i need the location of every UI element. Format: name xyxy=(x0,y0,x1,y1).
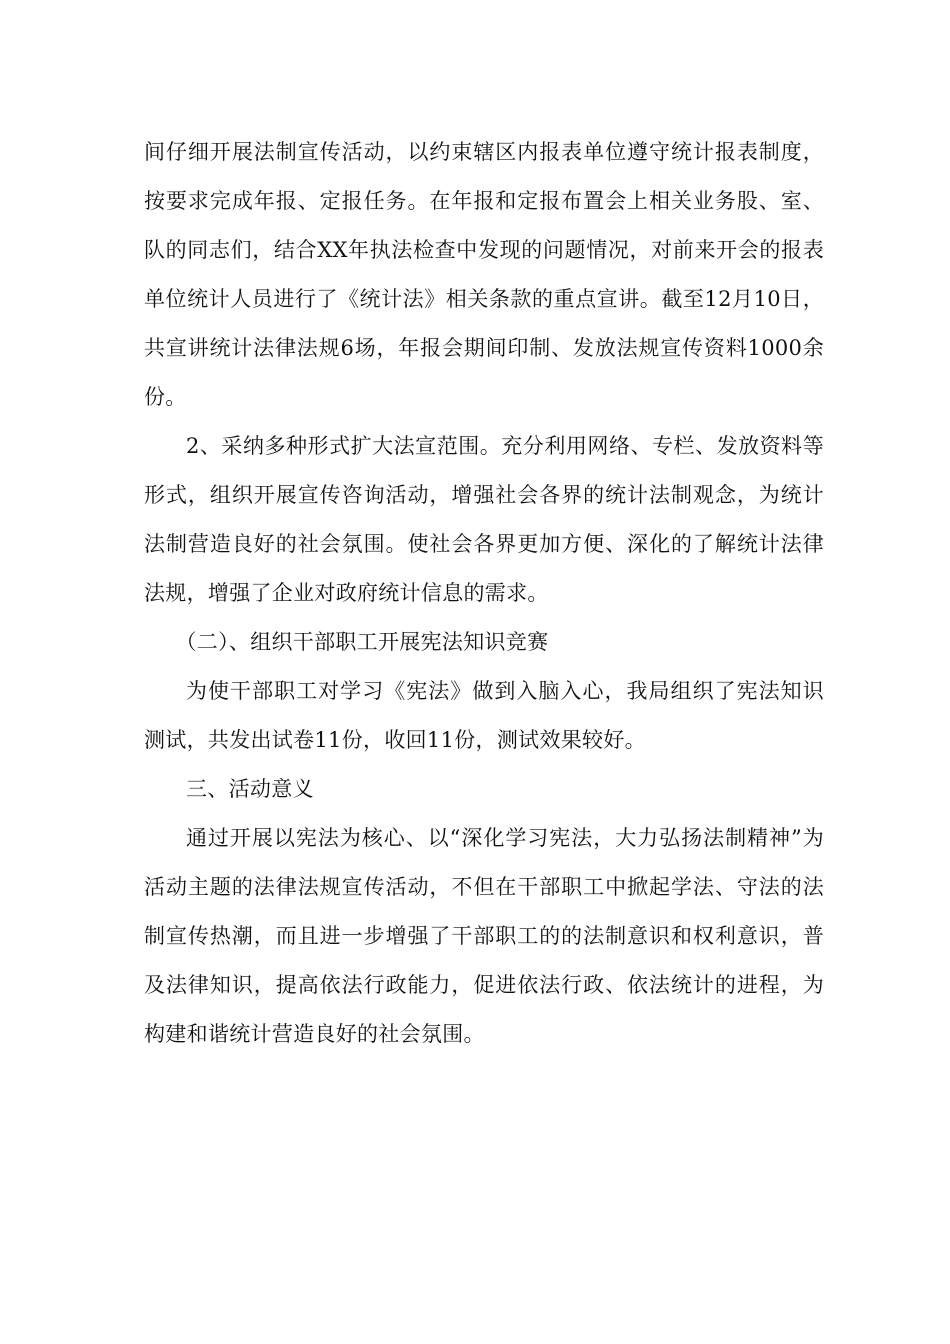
paragraph-quiz-details: 为使干部职工对学习《宪法》做到入脑入心，我局组织了宪法知识测试，共发出试卷11份，收回11份，测试效果较好。 xyxy=(144,679,824,752)
section-heading-significance: 三、活动意义 xyxy=(186,777,314,801)
paragraph-significance: 通过开展以宪法为核心、以“深化学习宪法，大力弘扬法制精神”为活动主题的法律法规宣传活动，不但在干部职工中掀起学法、守法的法制宣传热潮，而且进一步增强了干部职工的的法制意识和权利意识，普及法律知识，提高依法行政能力，促进依法行政、依法统计的进程，为构建和谐统计营造良好的社会氛围。 xyxy=(144,826,824,1046)
paragraph-continuation: 间仔细开展法制宣传活动，以约束辖区内报表单位遵守统计报表制度，按要求完成年报、定报任务。在年报和定报布置会上相关业务股、室、队的同志们，结合XX年执法检查中发现的问题情况，对前来开会的报表单位统计人员进行了《统计法》相关条款的重点宣讲。截至12月10日，共宣讲统计法律法规6场，年报会期间印制、发放法规宣传资料1000余份。 xyxy=(144,140,824,409)
document-body xyxy=(144,128,824,1059)
paragraph-item-2: 2、采纳多种形式扩大法宣范围。充分利用网络、专栏、发放资料等形式，组织开展宣传咨询活动，增强社会各界的统计法制观念，为统计法制营造良好的社会氛围。使社会各界更加方便、深化的了解统计法律法规，增强了企业对政府统计信息的需求。 xyxy=(144,434,824,605)
section-heading-constitution-quiz: （二）、组织干部职工开展宪法知识竞赛 xyxy=(175,630,549,654)
